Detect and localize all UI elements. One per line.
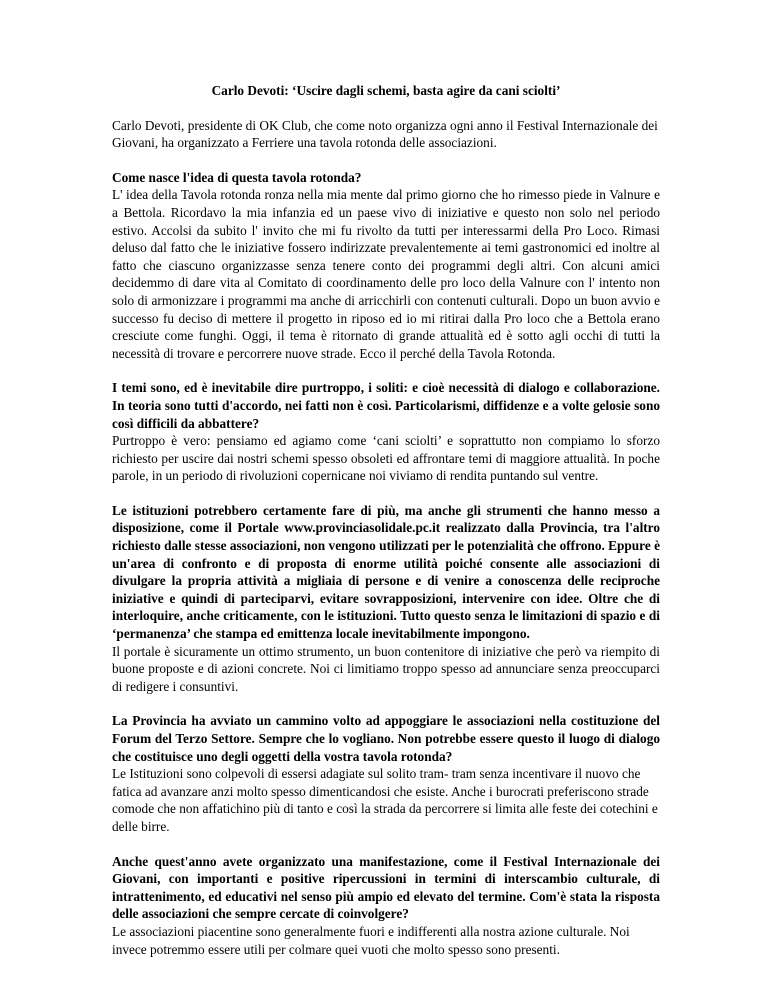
article-title: Carlo Devoti: ‘Uscire dagli schemi, basta agire da cani sciolti’: [211, 83, 561, 98]
question-5: Anche quest'anno avete organizzato una manifestazione, come il Festival Internazionale dei Giovani, con importanti e positive ripercussioni in termini di interscambio culturale, di intrattenimento, ed educativi nel senso più ampio ed elevato del termine. Com'è stata la risposta delle associazioni che sempre cercate di coinvolgere?: [112, 853, 660, 922]
answer-1: L' idea della Tavola rotonda ronza nella mia mente dal primo giorno che ho rimesso piede in Valnure e a Bettola. Ricordavo la mia infanzia ed un paese vivo di iniziative e questo non solo nel periodo estivo. Accolsi da subito l' invito che mi fu rivolto da tutti per interessarmi della Pro Loco. Rimasi deluso dal fatto che le iniziative fossero indirizzate prevalentemente ai temi gastronomici ed inoltre al fatto che ciascuno organizzasse senza tenere conto dei programmi degli altri. Con alcuni amici decidemmo di dare vita al Comitato di coordinamento delle pro loco della Valnure con l' intento non solo di armonizzare i programmi ma anche di arricchirli con contenuti culturali. Dopo un buon avvio e successo fu deciso di mettere il progetto in riposo ed io mi ritirai dalla Pro loco che a Bettola erano cresciute come funghi. Oggi, il tema è ritornato di grande attualità ed è sotto agli occhi di tutti la necessità di trovare e percorrere nuove strade. Ecco il perché della Tavola Rotonda.: [112, 187, 660, 361]
question-2: I temi sono, ed è inevitabile dire purtroppo, i soliti: e cioè necessità di dialogo e collaborazione. In teoria sono tutti d'accordo, nei fatti non è così. Particolarismi, diffidenze e a volte gelosie sono così difficili da abbattere?: [112, 380, 660, 431]
answer-3: Il portale è sicuramente un ottimo strumento, un buon contenitore di iniziative che però va riempito di buone proposte e di azioni concrete. Noi ci limitiamo troppo spesso ad annunciare senza preoccuparci di redigere i consuntivi.: [112, 643, 660, 694]
qa-section-1: [112, 169, 660, 363]
answer-5: Le associazioni piacentine sono generalmente fuori e indifferenti alla nostra azione culturale. Noi invece potremmo essere utili per colmare quei vuoti che molto spesso sono presenti.: [112, 923, 630, 957]
qa-section-5: [112, 853, 660, 959]
qa-section-4: [112, 712, 660, 835]
answer-2: Purtroppo è vero: pensiamo ed agiamo come ‘cani sciolti’ e soprattutto non compiamo lo sforzo richiesto per uscire dai nostri schemi spesso obsoleti ed affrontare temi di maggiore attualità. In poche parole, in un periodo di rivoluzioni copernicane noi viviamo di rendita puntando sul ventre.: [112, 433, 660, 484]
answer-4: Le Istituzioni sono colpevoli di essersi adagiate sul solito tram- tram senza incentivare il nuovo che fatica ad avanzare anzi molto spesso dimenticandosi che esiste. Anche i burocrati preferiscono strade comode che non affatichino più di tanto e così la strada da percorrere si limita alle feste dei cotechini e delle birre.: [112, 766, 658, 834]
question-3: Le istituzioni potrebbero certamente fare di più, ma anche gli strumenti che hanno messo a disposizione, come il Portale www.provinciasolidale.pc.it realizzato dalla Provincia, tra l'altro richiesto dalle stesse associazioni, non vengono utilizzati per le potenzialità che offrono. Eppure è un'area di confronto e di proposta di enorme utilità poiché consente alle associazioni di divulgare la propria attività a migliaia di persone e di venire a conoscenza delle reciproche iniziative e quindi di parteciparvi, evitare sovrapposizioni, intervenire con idee. Oltre che di interloquire, anche criticamente, con le istituzioni. Tutto questo senza le limitazioni di spazio e di ‘permanenza’ che stampa ed emittenza locale inevitabilmente impongono.: [112, 502, 660, 642]
question-1: Come nasce l'idea di questa tavola rotonda?: [112, 169, 362, 185]
article-intro: Carlo Devoti, presidente di OK Club, che come noto organizza ogni anno il Festival Internazionale dei Giovani, ha organizzato a Ferriere una tavola rotonda delle associazioni.: [112, 117, 658, 151]
document-page: [112, 82, 660, 975]
qa-section-3: [112, 502, 660, 696]
question-4: La Provincia ha avviato un cammino volto ad appoggiare le associazioni nella costituzione del Forum del Terzo Settore. Sempre che lo vogliano. Non potrebbe essere questo il luogo di dialogo che costituisce uno degli oggetti della vostra tavola rotonda?: [112, 713, 660, 764]
qa-section-2: [112, 379, 660, 485]
